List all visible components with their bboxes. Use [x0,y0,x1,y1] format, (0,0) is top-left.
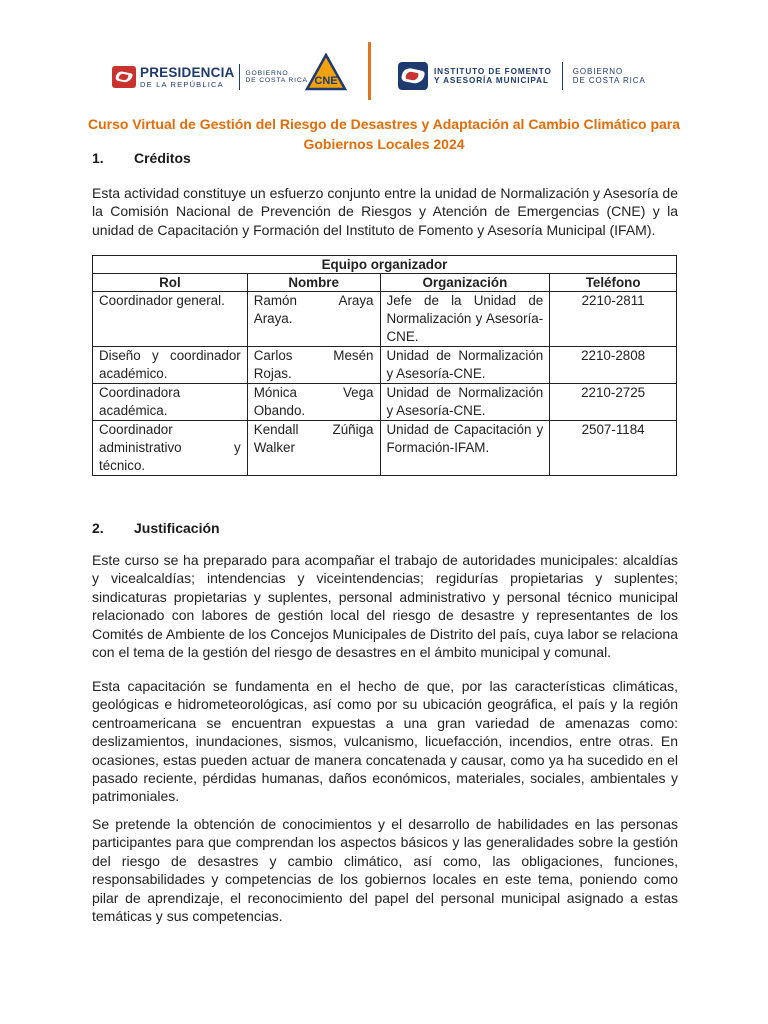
presidencia-logo [112,62,308,92]
cell-rol: Coordinador general. [93,292,248,347]
section-title: Créditos [134,150,191,166]
section-number: 1. [92,150,104,166]
table-caption-row [93,256,677,274]
cell-organizacion: Unidad de Normalización y Asesoría-CNE. [380,347,550,384]
cell-telefono: 2210-2725 [550,384,677,421]
cell-telefono: 2210-2811 [550,292,677,347]
justificacion-paragraph-1: Este curso se ha preparado para acompañar el trabajo de autoridades municipales: alcaldías y vicealcaldías; intendencias y viceintendencias; regidurías propietarias y suplentes; sindicaturas propietarias y suplentes, personal administrativo y personal técnico municipal relacionado con labores de gestión local del riesgo de desastre y representantes de los Comités de Ambiente de los Concejos Municipales de Distrito del país, cuya labor se relaciona con el tema de la gestión del riesgo de desastres en el ámbito municipal y comunal. [92,552,678,661]
costa-rica-map-icon [112,66,136,88]
section-heading-justificacion [92,520,220,536]
creditos-paragraph: Esta actividad constituye un esfuerzo conjunto entre la unidad de Normalización y Asesoría de la Comisión Nacional de Prevención de Riesgos y Atención de Emergencias (CNE) y la unidad de Capacitación y Formación del Instituto de Fomento y Asesoría Municipal (IFAM). [92,185,678,238]
section-number: 2. [92,520,104,536]
cell-telefono: 2210-2808 [550,347,677,384]
justificacion-paragraph-3: Se pretende la obtención de conocimientos y el desarrollo de habilidades en las personas participantes para que comprendan los aspectos básicos y las generalidades sobre la gestión del riesgo de desastres y cambio climático, así como, las obligaciones, funciones, responsabilidades y competencias de los gobiernos locales en este tema, poniendo como pilar de aprendizaje, el reconocimiento del papel del personal municipal asignado a estas temáticas y sus competencias. [92,816,678,925]
header-divider [368,42,371,100]
table-caption: Equipo organizador [93,256,677,274]
cell-rol: Diseño y coordinador académico. [93,347,248,384]
cell-rol: Coordinadora académica. [93,384,248,421]
logo-divider [239,64,240,90]
table-row [93,384,677,421]
table-row [93,421,677,476]
cell-telefono: 2507-1184 [550,421,677,476]
cell-nombre: Kendall Zúñiga Walker [247,421,380,476]
costa-rica-label: DE COSTA RICA [245,77,308,84]
ifam-logo-line2: Y ASESORÍA MUNICIPAL [434,76,549,85]
header-logos [0,42,768,100]
section-title: Justificación [134,520,220,536]
costa-rica-label-ifam: DE COSTA RICA [572,76,646,85]
costa-rica-map-icon-ifam [398,62,428,90]
ifam-logo-line1: INSTITUTO DE FOMENTO [434,66,552,76]
title-line-2: Gobiernos Locales 2024 [303,136,465,152]
presidencia-logo-main: PRESIDENCIA [140,64,235,80]
gobierno-label: GOBIERNO [245,69,289,77]
justificacion-paragraph-2: Esta capacitación se fundamenta en el hecho de que, por las características climáticas, geológicas e hidrometeorológicas, así como por su ubicación geográfica, el país y la región centroamericana se encuentran expuestas a una gran variedad de amenazas como: deslizamientos, inundaciones, sismos, vulcanismo, licuefacción, incendios, entre otras. En ocasiones, estas pueden actuar de manera concatenada y causar, como ya ha sucedido en el pasado reciente, pérdidas humanas, daños económicos, materiales, sociales, ambientales y patrimoniales. [92,678,678,805]
section-heading-creditos [92,150,191,166]
column-header: Teléfono [550,274,677,292]
cell-organizacion: Unidad de Capacitación y Formación-IFAM. [380,421,550,476]
logo-divider-ifam [562,62,563,90]
cell-nombre: Mónica Vega Obando. [247,384,380,421]
gobierno-label-ifam: GOBIERNO [572,66,624,76]
column-header: Nombre [247,274,380,292]
cne-logo-text: CNE [314,75,338,87]
presidencia-logo-sub: DE LA REPÚBLICA [140,80,224,89]
ifam-logo [398,60,646,92]
title-line-1: Curso Virtual de Gestión del Riesgo de Desastres y Adaptación al Cambio Climático para [87,116,681,132]
column-header: Rol [93,274,248,292]
equipo-organizador-table [92,255,677,476]
cell-nombre: Ramón Araya Araya. [247,292,380,347]
table-row [93,347,677,384]
cell-organizacion: Unidad de Normalización y Asesoría-CNE. [380,384,550,421]
table-row [93,292,677,347]
cell-nombre: Carlos Mesén Rojas. [247,347,380,384]
cell-organizacion: Jefe de la Unidad de Normalización y Asesoría-CNE. [380,292,550,347]
column-header: Organización [380,274,550,292]
document-title [86,114,682,154]
cne-logo [305,53,347,91]
cell-rol: Coordinador administrativo y técnico. [93,421,248,476]
table-header-row [93,274,677,292]
